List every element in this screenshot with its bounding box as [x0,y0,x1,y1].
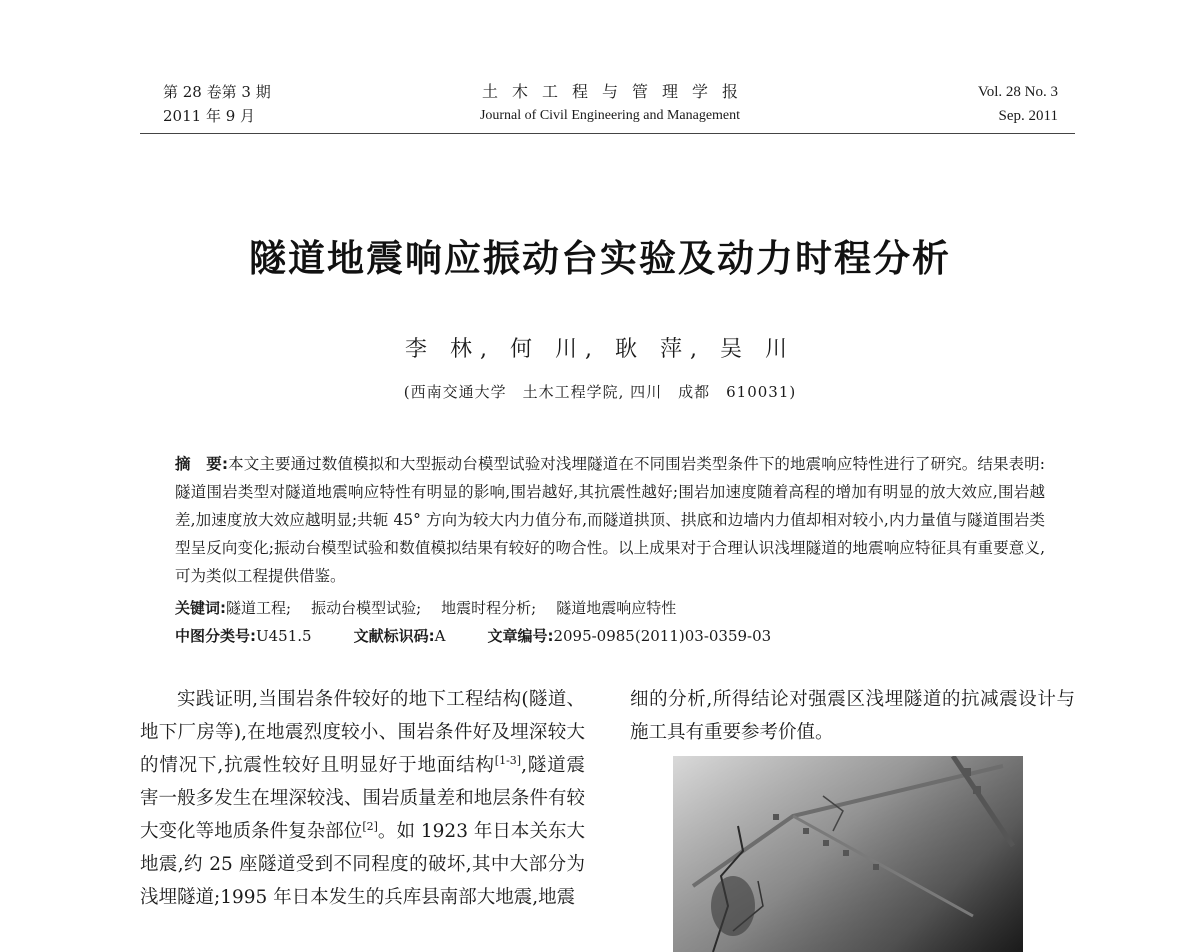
clc-label: 中图分类号: [175,627,256,645]
journal-issue-en [978,80,1058,128]
body-paragraph [140,683,585,914]
keyword-item: 地震时程分析; [441,599,537,617]
header-rule [140,133,1075,134]
volume-en: Vol. 28 No. 3 [977,84,1058,100]
date-cn: 2011 年 9 月 [163,107,256,125]
keyword-item: 振动台模型试验; [311,599,422,617]
journal-issue-cn [163,80,271,128]
keywords [175,596,676,620]
tunnel-damage-photo [673,756,1023,952]
journal-name [380,80,840,128]
classification-line [175,624,771,648]
body-text: 实践证明,当围岩条件较好的地下工程结构(隧道、地下厂房等),在地震烈度较小、围岩条件好及埋深较大的情况下,抗震性较好且明显好于地面结构 [140,689,585,776]
article-number-label: 文章编号: [487,627,554,645]
volume-cn: 第 28 卷第 3 期 [163,83,271,101]
journal-name-en: Journal of Civil Engineering and Management [479,108,741,123]
date-en: Sep. 2011 [998,108,1058,124]
body-text: 。如 1923 年日本关东大地震,约 25 座隧道受到不同程度的破坏,其中大部分为浅埋隧道;1995 年日本发生的兵库县南部大地震,地震 [140,821,585,908]
affiliation: (西南交通大学 土木工程学院, 四川 成都 610031) [403,383,797,401]
journal-name-cn: 土木工程与管理学报 [481,82,752,101]
abstract [175,450,1045,590]
body-column-right [630,683,1075,749]
article-number-value: 2095-0985(2011)03-0359-03 [553,627,772,645]
doc-code-label: 文献标识码: [353,627,435,645]
abstract-label: 摘 要: [175,455,229,473]
body-text: ,隧道震害一般多发生在埋深较浅、围岩质量差和地层条件有较大变化等地质条件复杂部位 [140,755,585,842]
keyword-item: 隧道工程; [226,599,292,617]
author-list: 李 林, 何 川, 耿 萍, 吴 川 [405,337,795,362]
body-paragraph: 细的分析,所得结论对强震区浅埋隧道的抗减震设计与施工具有重要参考价值。 [630,689,1075,743]
citation-ref: [1-3] [494,753,522,767]
body-column-left [140,683,585,914]
keywords-label: 关键词: [175,599,226,617]
keyword-item: 隧道地震响应特性 [556,599,677,617]
paper-title: 隧道地震响应振动台实验及动力时程分析 [249,237,951,280]
doc-code-value: A [434,627,446,645]
clc-value: U451.5 [256,627,312,645]
citation-ref: [2] [362,819,378,833]
abstract-text: 本文主要通过数值模拟和大型振动台模型试验对浅埋隧道在不同围岩类型条件下的地震响应特性进行了研究。结果表明:隧道围岩类型对隧道地震响应特性有明显的影响,围岩越好,其抗震性越好;围岩加速度随着高程的增加有明显的放大效应,围岩越差,加速度放大效应越明显;共轭 45° 方向为较大内力值分布,而隧道拱顶、拱底和边墙内力值却相对较小,内力量值与隧道围岩类型呈反向变化;振动台模型试验和数值模拟结果有较好的吻合性。以上成果对于合理认识浅埋隧道的地震响应特征具有重要意义,可为类似工程提供借鉴。 [175,455,1045,585]
photo-illustration [673,756,1023,952]
